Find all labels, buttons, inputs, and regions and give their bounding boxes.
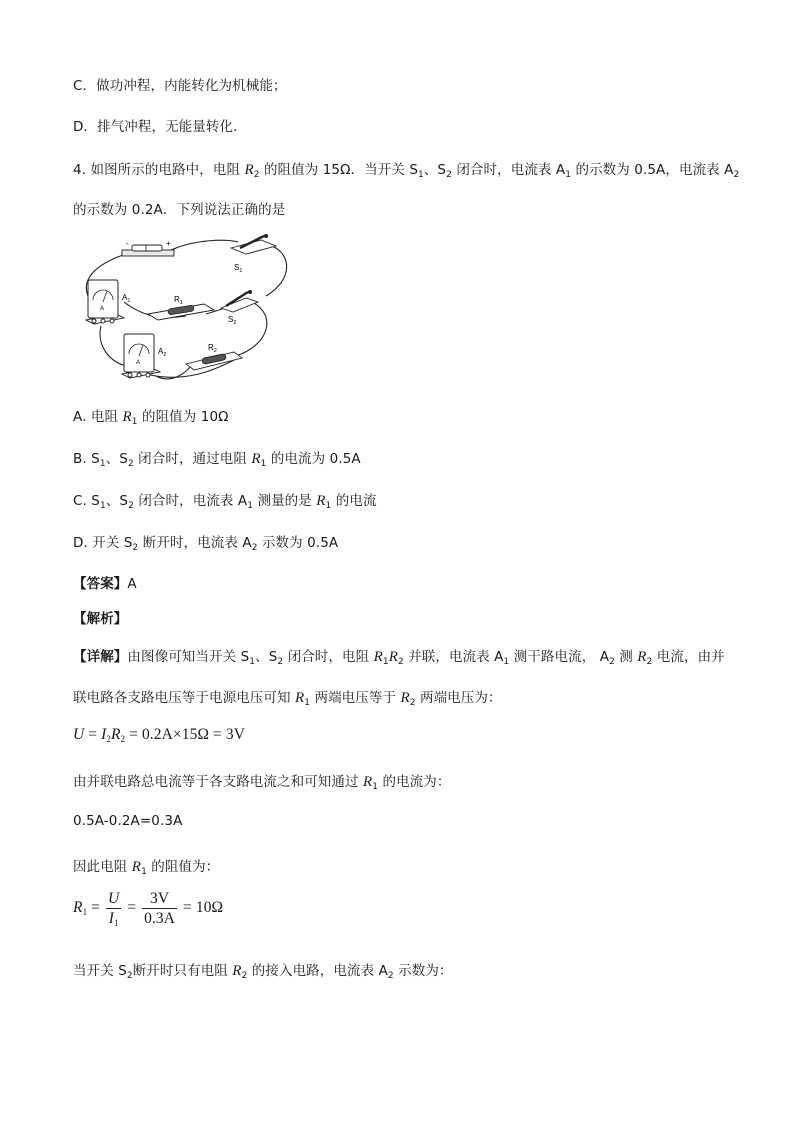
svg-text:R1: $R_1$ <box>174 295 183 306</box>
svg-text:R2: $R_2$ <box>208 343 217 354</box>
circuit-diagram <box>76 234 296 386</box>
a2-meter-letter: A <box>136 360 141 366</box>
battery <box>122 239 174 256</box>
option-b: B. $S_1$、$S_2$ 闭合时，通过电阻 $R_1$ 的电流为 0.5A <box>73 451 361 469</box>
a1-label: A <box>122 293 128 302</box>
option-d: D. 开关 $S_2$ 断开时，电流表 $A_2$ 示数为 0.5A <box>73 535 339 553</box>
option-d-previous: D．排气冲程，无能量转化． <box>73 119 247 135</box>
detail-line-1: 【详解】由图像可知当开关 $S_1$、$S_2$ 闭合时，电阻 $R_1R_2$ 并联，电流表 $A_1$ 测干路电流， $A_2$ 测 $R_2$ 电流，由并 <box>73 649 725 667</box>
s1-label: S <box>234 263 240 272</box>
resistor-r1 <box>148 295 214 320</box>
question-line-2: 的示数为 0.2A．下列说法正确的是 <box>73 202 286 218</box>
r1-label: R <box>174 295 180 304</box>
equation-voltage: $U = I_2R_2 = 0.2A\times 15\Omega = 3V$ <box>73 726 246 744</box>
a1-meter-letter: A <box>100 306 105 312</box>
svg-text:A2: $A_2$ <box>158 347 167 358</box>
svg-text:A1: $A_1$ <box>122 293 131 304</box>
battery-minus-label: - <box>126 239 129 248</box>
s2-label: S <box>228 315 234 324</box>
ammeter-a1 <box>86 280 130 324</box>
answer-tag: 【答案】 <box>73 576 128 592</box>
question-line-1: 4. 如图所示的电路中，电阻 $R_2$ 的阻值为 15Ω．当开关 $S_1$、$S_2$ 闭合时，电流表 $A_1$ 的示数为 0.5A，电流表 $A_2$ <box>73 162 740 180</box>
detail-line-2: 联电路各支路电压等于电源电压可知 $R_1$ 两端电压等于 $R_2$ 两端电压为： <box>73 690 502 708</box>
option-c: C. $S_1$、$S_2$ 闭合时，电流表 $A_1$ 测量的是 $R_1$ 的电流 <box>73 493 377 511</box>
detail-line-4: 因此电阻 $R_1$ 的阻值为： <box>73 859 220 877</box>
analysis-tag: 【解析】 <box>73 611 128 627</box>
svg-text:S1: $S_1$ <box>234 263 243 274</box>
battery-plus-label: + <box>166 239 171 248</box>
switch-s2 <box>221 290 258 326</box>
detail-line-5: 当开关 $S_2$断开时只有电阻 $R_2$ 的接入电路，电流表 $A_2$ 示数为： <box>73 963 453 981</box>
option-a: A. 电阻 $R_1$ 的阻值为 10Ω <box>73 409 229 427</box>
ammeter-a2 <box>122 334 166 378</box>
a2-label: A <box>158 347 164 356</box>
switch-s1 <box>231 234 276 274</box>
answer-value: A <box>127 576 137 592</box>
equation-resistance: $R_1$ = $\frac{U}{I_1}$ = $\frac{3V}{0.3A}$ = 10Ω <box>73 890 224 928</box>
r2-label: R <box>208 343 214 352</box>
resistor-r2 <box>186 343 242 370</box>
option-c-previous: C．做功冲程，内能转化为机械能； <box>73 78 287 94</box>
detail-tag: 【详解】 <box>73 649 128 665</box>
answer-line <box>73 572 137 592</box>
detail-line-3: 由并联电路总电流等于各支路电流之和可知通过 $R_1$ 的电流为： <box>73 774 451 792</box>
svg-text:S2: $S_2$ <box>228 315 237 326</box>
current-calculation: 0.5A-0.2A=0.3A <box>73 813 183 829</box>
